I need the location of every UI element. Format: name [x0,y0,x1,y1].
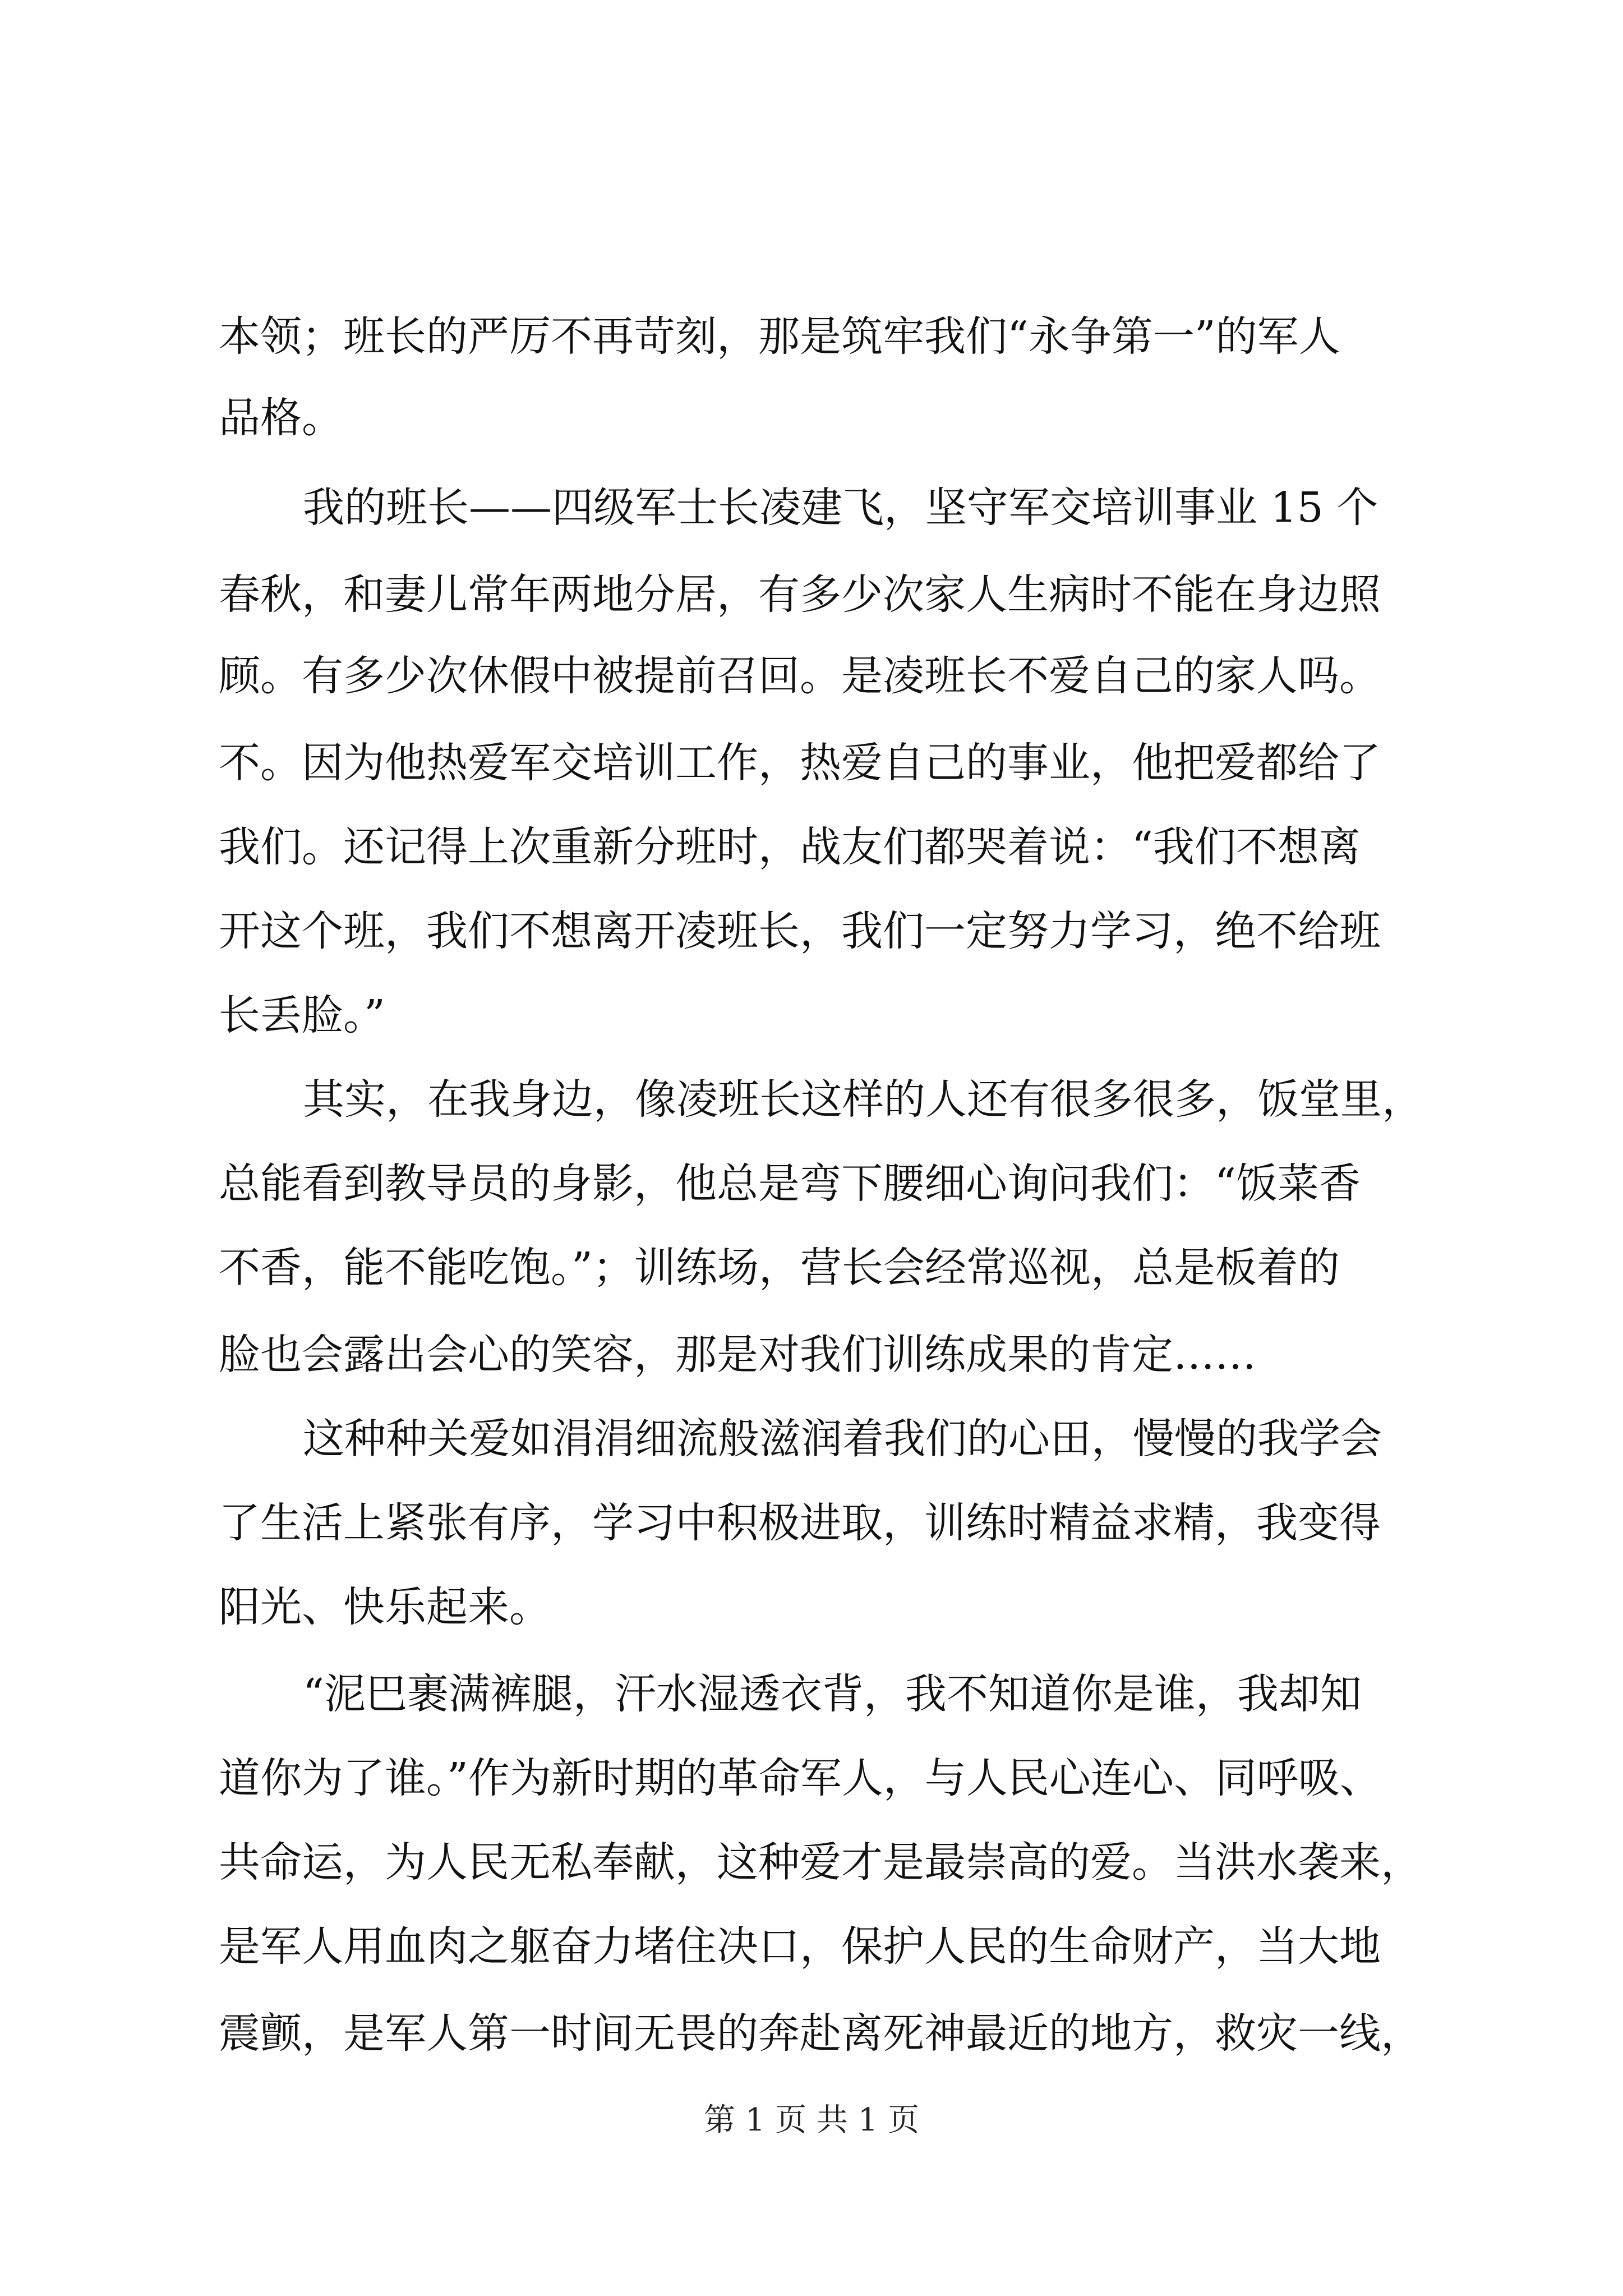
text-line: 其实，在我身边，像凌班长这样的人还有很多很多，饭堂里， [303,1075,1423,1124]
text-line: 道你为了谁。”作为新时期的革命军人，与人民心连心、同呼吸、 [219,1754,1381,1802]
text-line: 了生活上紧张有序，学习中积极进取，训练时精益求精，我变得 [219,1499,1381,1547]
text-line: 春秋，和妻儿常年两地分居，有多少次家人生病时不能在身边照 [219,570,1381,619]
text-line: 不香，能不能吃饱。”；训练场，营长会经常巡视，总是板着的 [219,1244,1340,1292]
text-line: 品格。 [219,394,343,442]
text-line: 脸也会露出会心的笑容，那是对我们训练成果的肯定…… [219,1331,1256,1379]
text-line: “泥巴裹满裤腿，汗水湿透衣背，我不知道你是谁，我却知 [303,1670,1362,1718]
text-line: 顾。有多少次休假中被提前召回。是凌班长不爱自己的家人吗。 [219,652,1381,700]
text-line: 长丢脸。” [219,991,385,1039]
text-line: 本领；班长的严厉不再苛刻，那是筑牢我们“永争第一”的军人 [219,312,1340,361]
text-line: 我们。还记得上次重新分班时，战友们都哭着说：“我们不想离 [219,823,1361,871]
text-line: 阳光、快乐起来。 [219,1583,551,1631]
page-footer: 第 1 页 共 1 页 [703,2102,920,2138]
text-line: 开这个班，我们不想离开凌班长，我们一定努力学习，绝不给班 [219,907,1381,955]
text-line: 共命运，为人民无私奉献，这种爱才是最崇高的爱。当洪水袭来， [219,1838,1422,1887]
text-line: 不。因为他热爱军交培训工作，热爱自己的事业，他把爱都给了 [219,739,1381,787]
text-line: 总能看到教导员的身影，他总是弯下腰细心询问我们：“饭菜香 [219,1159,1361,1208]
text-line: 是军人用血肉之躯奋力堵住决口，保护人民的生命财产，当大地 [219,1922,1381,1971]
text-line: 我的班长——四级军士长凌建飞，坚守军交培训事业 15 个 [303,484,1378,532]
text-line: 震颤，是军人第一时间无畏的奔赴离死神最近的地方，救灾一线， [219,2009,1422,2058]
text-line: 这种种关爱如涓涓细流般滋润着我们的心田，慢慢的我学会 [303,1415,1382,1463]
